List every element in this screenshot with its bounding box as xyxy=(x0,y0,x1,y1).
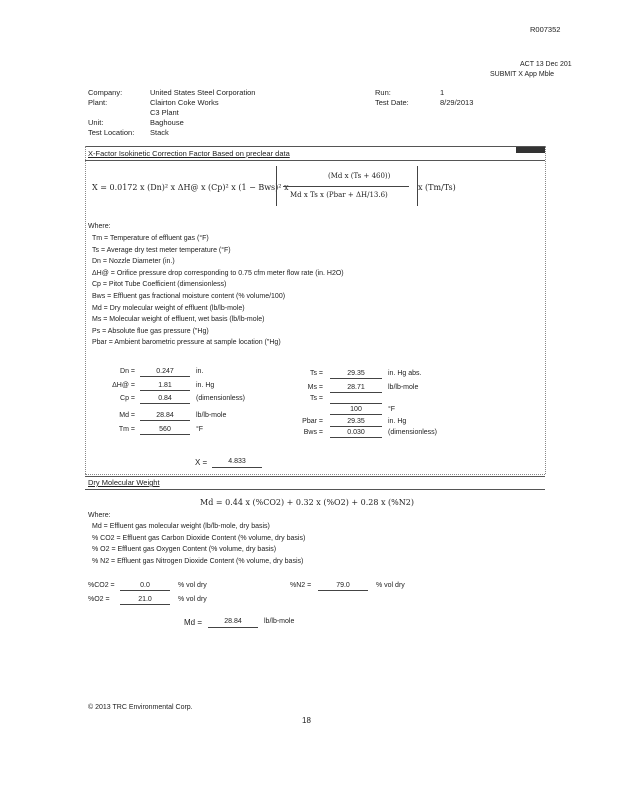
input-underline xyxy=(330,378,382,379)
o2-underline xyxy=(120,604,170,605)
definition-line: Ps = Absolute flue gas pressure ("Hg) xyxy=(92,327,209,335)
input-unit: lb/lb-mole xyxy=(388,384,419,391)
input-unit: in. xyxy=(196,368,204,375)
input-label: Pbar = xyxy=(302,418,323,425)
section1-right-border xyxy=(545,146,546,474)
input-underline xyxy=(140,420,190,421)
input-unit: °F xyxy=(388,406,396,413)
input-underline xyxy=(140,376,190,377)
input-value: 0.247 xyxy=(156,368,174,375)
formula-denominator: Md x Ts x (Pbar + ΔH/13.6) xyxy=(290,191,388,199)
n2-value: 79.0 xyxy=(336,582,350,589)
co2-unit: % vol dry xyxy=(178,582,207,589)
definition-line: % N2 = Effluent gas Nitrogen Dioxide Content (% volume, dry basis) xyxy=(92,557,304,565)
section1-bottom-rule xyxy=(85,474,545,475)
definition-line: Ts = Average dry test meter temperature (°F) xyxy=(92,246,231,254)
section2-title: Dry Molecular Weight xyxy=(88,478,160,487)
document-id: R007352 xyxy=(530,25,561,34)
input-unit: in. Hg xyxy=(388,418,407,425)
definition-line: Cp = Pitot Tube Coefficient (dimensionless) xyxy=(92,281,227,289)
input-value: 0.84 xyxy=(158,395,172,402)
page-number: 18 xyxy=(302,716,311,725)
co2-label: %CO2 = xyxy=(88,582,115,589)
input-value: 29.35 xyxy=(347,418,365,425)
input-underline xyxy=(330,426,382,427)
definition-line: ΔH@ = Orifice pressure drop corresponding to 0.75 cfm meter flow rate (in. H2O) xyxy=(92,269,344,277)
input-value: 560 xyxy=(159,426,171,433)
input-value: 0.030 xyxy=(347,429,365,436)
x-result-underline xyxy=(212,467,262,468)
definition-line: Md = Effluent gas molecular weight (lb/lb-mole, dry basis) xyxy=(92,523,270,530)
definition-line: Pbar = Ambient barometric pressure at sample location ("Hg) xyxy=(92,339,281,347)
formula-numerator: (Md x (Ts + 460)) xyxy=(328,172,391,180)
input-label: Ts = xyxy=(309,395,323,402)
stamp-line-2: SUBMIT X App Mble xyxy=(490,71,555,78)
input-underline xyxy=(140,403,190,404)
input-unit: in. Hg abs. xyxy=(388,370,422,377)
x-result-value: 4.833 xyxy=(228,458,246,465)
o2-value: 21.0 xyxy=(138,596,152,603)
md-result-unit: lb/lb-mole xyxy=(264,618,295,625)
input-underline xyxy=(330,403,382,404)
input-label: ΔH@ = xyxy=(112,382,135,389)
input-value: 28.84 xyxy=(156,412,174,419)
co2-underline xyxy=(120,590,170,591)
footer-copyright: © 2013 TRC Environmental Corp. xyxy=(88,704,193,711)
input-label: Tm = xyxy=(118,426,135,433)
o2-unit: % vol dry xyxy=(178,596,207,603)
co2-value: 0.0 xyxy=(140,582,150,589)
stamp-line-1: ACT 13 Dec 201 xyxy=(520,61,572,68)
definition-line: Tm = Temperature of effluent gas (°F) xyxy=(92,235,209,242)
n2-unit: % vol dry xyxy=(376,582,405,589)
input-underline xyxy=(140,390,190,391)
definition-line: % CO2 = Effluent gas Carbon Dioxide Content (% volume, dry basis) xyxy=(92,534,306,542)
input-value: 28.71 xyxy=(347,384,365,391)
section2-where: Where: xyxy=(88,512,111,519)
input-value: 1.81 xyxy=(158,382,172,389)
section1-redaction-mark xyxy=(516,147,545,153)
plant-label: Plant: xyxy=(88,98,108,107)
input-label: Md = xyxy=(119,412,135,419)
plant-value: Clairton Coke Works xyxy=(150,98,219,107)
company-label: Company: xyxy=(88,88,123,97)
n2-label: %N2 = xyxy=(290,582,312,589)
company-value: United States Steel Corporation xyxy=(150,88,256,97)
section1-where: Where: xyxy=(88,223,111,230)
plant-value-2: C3 Plant xyxy=(150,108,179,117)
md-formula: Md = 0.44 x (%CO2) + 0.32 x (%O2) + 0.28 x (%N2) xyxy=(200,498,414,507)
unit-value: Baghouse xyxy=(150,118,184,127)
definition-line: Md = Dry molecular weight of effluent (lb/lb-mole) xyxy=(92,304,245,312)
input-value: 100 xyxy=(350,406,362,413)
test-location-value: Stack xyxy=(150,128,169,137)
input-unit: °F xyxy=(196,426,204,433)
md-result-underline xyxy=(208,627,258,628)
definition-line: % O2 = Effluent gas Oxygen Content (% volume, dry basis) xyxy=(92,546,277,553)
formula-tail: x (Tm/Ts) xyxy=(418,183,456,192)
xfactor-formula-left: X = 0.0172 x (Dn)² x ΔH@ x (Cp)² x (1 − Bws)² x xyxy=(92,183,289,192)
input-label: Bws = xyxy=(303,429,323,436)
input-value: 29.35 xyxy=(347,370,365,377)
input-unit: (dimensionless) xyxy=(388,429,438,436)
input-unit: lb/lb-mole xyxy=(196,412,227,419)
unit-label: Unit: xyxy=(88,118,104,127)
test-location-label: Test Location: xyxy=(88,128,135,137)
input-unit: (dimensionless) xyxy=(196,395,246,402)
section2-top-rule xyxy=(85,476,545,477)
input-underline xyxy=(330,414,382,415)
section1-top-rule xyxy=(85,146,545,147)
input-label: Ts = xyxy=(309,370,323,377)
input-underline xyxy=(330,392,382,393)
n2-underline xyxy=(318,590,368,591)
input-label: Dn = xyxy=(120,368,135,375)
formula-fraction-bar xyxy=(283,186,409,187)
input-unit: in. Hg xyxy=(196,382,215,389)
test-date-value: 8/29/2013 xyxy=(440,98,474,107)
md-result-label: Md = xyxy=(184,618,203,627)
definition-line: Ms = Molecular weight of effluent, wet basis (lb/lb-mole) xyxy=(92,316,265,324)
input-label: Ms = xyxy=(307,384,323,391)
test-date-label: Test Date: xyxy=(375,98,409,107)
input-underline xyxy=(330,437,382,438)
section1-left-border xyxy=(85,146,86,474)
definition-line: Bws = Effluent gas fractional moisture content (% volume/100) xyxy=(92,293,286,300)
md-result-value: 28.84 xyxy=(224,618,242,625)
o2-label: %O2 = xyxy=(88,596,110,603)
section2-title-rule xyxy=(85,489,545,490)
run-value: 1 xyxy=(440,88,445,97)
x-result-label: X = xyxy=(195,458,208,467)
input-label: Cp = xyxy=(120,395,135,402)
section1-title-rule xyxy=(85,160,545,161)
definition-line: Dn = Nozzle Diameter (in.) xyxy=(92,258,175,266)
run-label: Run: xyxy=(375,88,391,97)
section1-title: X-Factor Isokinetic Correction Factor Based on preclear data xyxy=(88,149,290,158)
input-underline xyxy=(140,434,190,435)
